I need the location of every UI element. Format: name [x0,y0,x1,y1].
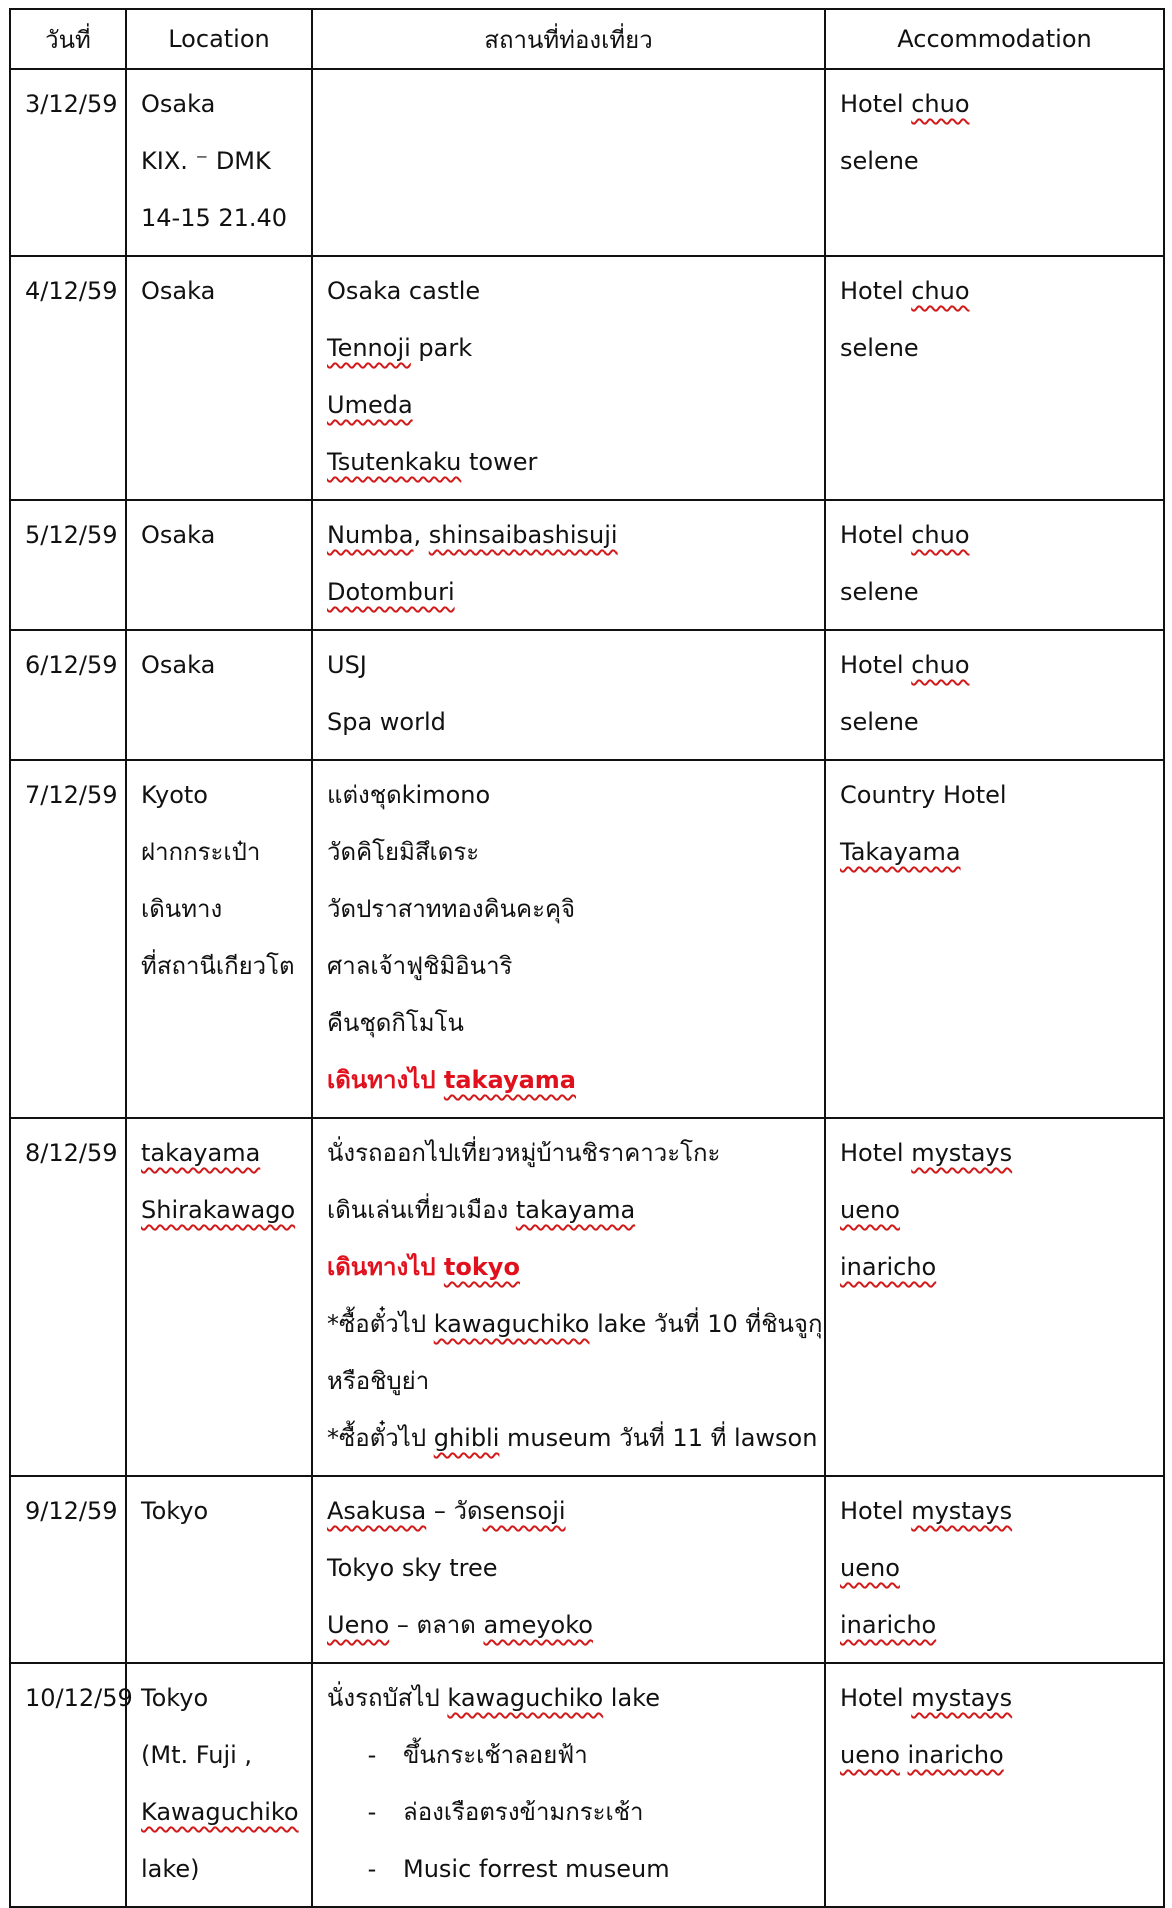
date-cell [10,760,126,1118]
place-line [327,637,824,694]
list-bullet: - [367,1741,377,1769]
table-row [10,630,1164,760]
date-text: 10/12/59 [25,1684,133,1712]
spellcheck-flagged-word: shinsaibashisuji [428,521,618,549]
text-span: หรือชิบูย่า [327,1367,430,1395]
spellcheck-flagged-word: Shirakawago [141,1196,296,1224]
accommodation-line [840,1597,1163,1654]
places-cell [312,1663,825,1907]
place-line [327,767,824,824]
place-line [327,1540,824,1597]
accommodation-cell [825,630,1164,760]
date-text: 3/12/59 [25,90,118,118]
text-span: Osaka [141,521,216,549]
spellcheck-flagged-word: takayama [515,1196,636,1224]
location-cell [126,69,312,256]
accommodation-line [840,1670,1163,1727]
text-span: Tokyo [141,1497,209,1525]
text-span: ฝากกระเป๋า [141,838,261,866]
spellcheck-flagged-word: Umeda [327,391,413,419]
places-cell [312,1476,825,1663]
place-line [327,1597,824,1654]
accommodation-line [840,133,1163,190]
place-line [327,507,824,564]
header-date: วันที่ [10,9,126,69]
text-span: Hotel [840,90,912,118]
place-line [327,263,824,320]
spellcheck-flagged-word: Ueno [327,1611,390,1639]
location-line [141,76,311,133]
accommodation-line [840,1125,1163,1182]
text-span: Osaka [141,90,216,118]
accommodation-cell [825,69,1164,256]
text-span: วัดปราสาททองคินคะคุจิ [327,895,576,923]
location-line [141,1727,311,1784]
location-cell [126,630,312,760]
place-line [327,1841,824,1898]
date-cell [10,1118,126,1476]
date-text: 8/12/59 [25,1139,118,1167]
text-span: ที่สถานีเกียวโต [141,952,295,980]
header-places: สถานที่ท่องเที่ยว [312,9,825,69]
text-span: Hotel [840,651,912,679]
date-cell [10,500,126,630]
accommodation-line [840,1540,1163,1597]
places-cell [312,256,825,500]
text-span: park [410,334,473,362]
text-span: ล่องเรือตรงข้ามกระเช้า [403,1798,644,1826]
text-span: วัดคิโยมิสึเดระ [327,838,480,866]
places-cell [312,69,825,256]
spellcheck-flagged-word: ghibli [433,1424,500,1452]
location-cell [126,256,312,500]
accommodation-cell [825,1118,1164,1476]
text-span: Osaka [141,277,216,305]
itinerary-rows [10,69,1164,1907]
text-span: 14-15 21.40 [141,204,288,232]
location-line [141,1841,311,1898]
text-span: tower [461,448,538,476]
header-location: Location [126,9,312,69]
text-span: (Mt. Fuji , [141,1741,253,1769]
text-span: เดินทางไป [327,1253,444,1281]
location-line [141,1182,311,1239]
place-line [327,1052,824,1109]
text-span: selene [840,334,919,362]
spellcheck-flagged-word: ueno [840,1196,900,1224]
place-line [327,320,824,377]
location-line [141,881,311,938]
table-row [10,69,1164,256]
place-line [327,1670,824,1727]
text-span: – วัด [426,1497,483,1525]
place-line [327,1410,824,1467]
table-row [10,1118,1164,1476]
spellcheck-flagged-word: Tsutenkaku [327,448,462,476]
place-line [327,824,824,881]
text-span: Tokyo [141,1684,209,1712]
location-cell [126,1476,312,1663]
text-span: *ซื้อตั๋วไป [327,1310,434,1338]
location-line [141,133,311,190]
itinerary-table [9,8,1165,1908]
text-span: เดินทางไป [327,1066,444,1094]
spellcheck-flagged-word: ameyoko [483,1611,593,1639]
text-span: lake [603,1684,660,1712]
text-span: Hotel [840,277,912,305]
text-span: คืนชุดกิโมโน [327,1009,464,1037]
date-text: 7/12/59 [25,781,118,809]
place-line [327,564,824,621]
spellcheck-flagged-word: Tennoji [327,334,411,362]
spellcheck-flagged-word: Asakusa [327,1497,427,1525]
spellcheck-flagged-word: tokyo [443,1253,520,1281]
text-span: เดินทาง [141,895,223,923]
places-cell [312,500,825,630]
place-line [327,377,824,434]
spellcheck-flagged-word: inaricho [840,1253,937,1281]
text-span: lake) [141,1855,200,1883]
accommodation-line [840,564,1163,621]
accommodation-cell [825,1663,1164,1907]
spellcheck-flagged-word: takayama [443,1066,577,1094]
table-row [10,500,1164,630]
spellcheck-flagged-word: kawaguchiko [433,1310,590,1338]
accommodation-cell [825,500,1164,630]
places-cell [312,1118,825,1476]
location-line [141,938,311,995]
text-span [900,1741,908,1769]
text-span: Osaka castle [327,277,481,305]
spellcheck-flagged-word: Dotomburi [327,578,455,606]
location-line [141,1670,311,1727]
accommodation-cell [825,256,1164,500]
accommodation-line [840,1727,1163,1784]
accommodation-line [840,76,1163,133]
places-cell [312,760,825,1118]
spellcheck-flagged-word: mystays [911,1684,1013,1712]
date-cell [10,256,126,500]
location-line [141,507,311,564]
accommodation-line [840,1182,1163,1239]
accommodation-line [840,507,1163,564]
date-text: 5/12/59 [25,521,118,549]
table-row [10,256,1164,500]
spellcheck-flagged-word: mystays [911,1139,1013,1167]
text-span: Hotel [840,1684,912,1712]
location-cell [126,1663,312,1907]
text-span: Kyoto [141,781,208,809]
text-span: Country Hotel [840,781,1007,809]
location-line [141,1125,311,1182]
spellcheck-flagged-word: Kawaguchiko [141,1798,299,1826]
location-line [141,1784,311,1841]
accommodation-line [840,320,1163,377]
date-text: 4/12/59 [25,277,118,305]
location-line [141,263,311,320]
location-line [141,637,311,694]
text-span: , [413,521,429,549]
spellcheck-flagged-word: chuo [911,651,970,679]
text-span: Osaka [141,651,216,679]
spellcheck-flagged-word: sensoji [482,1497,566,1525]
text-span: selene [840,147,919,175]
place-line [327,1239,824,1296]
date-text: 9/12/59 [25,1497,118,1525]
spellcheck-flagged-word: inaricho [907,1741,1004,1769]
spellcheck-flagged-word: chuo [911,521,970,549]
spellcheck-flagged-word: chuo [911,90,970,118]
date-text: 6/12/59 [25,651,118,679]
text-span: *ซื้อตั๋วไป [327,1424,434,1452]
accommodation-line [840,824,1163,881]
spellcheck-flagged-word: ueno [840,1741,900,1769]
text-span: Hotel [840,1497,912,1525]
text-span: นั่งรถออกไปเที่ยวหมู่บ้านชิราคาวะโกะ [327,1139,721,1167]
spellcheck-flagged-word: inaricho [840,1611,937,1639]
accommodation-line [840,637,1163,694]
date-cell [10,69,126,256]
place-line [327,694,824,751]
spellcheck-flagged-word: chuo [911,277,970,305]
spellcheck-flagged-word: ueno [840,1554,900,1582]
accommodation-line [840,1239,1163,1296]
text-span: museum วันที่ 11 ที่ lawson [499,1424,818,1452]
list-bullet: - [367,1855,377,1883]
header-accommodation: Accommodation [825,9,1164,69]
table-row [10,760,1164,1118]
text-span: Music forrest museum [403,1855,670,1883]
accommodation-cell [825,760,1164,1118]
accommodation-line [840,1483,1163,1540]
text-span: Tokyo sky tree [327,1554,498,1582]
date-cell [10,630,126,760]
location-line [141,767,311,824]
text-span: lake วันที่ 10 ที่ชินจูกุ [589,1310,823,1338]
text-span: ขึ้นกระเช้าลอยฟ้า [403,1741,588,1769]
table-row [10,1663,1164,1907]
accommodation-line [840,263,1163,320]
location-line [141,1483,311,1540]
accommodation-cell [825,1476,1164,1663]
accommodation-line [840,767,1163,824]
table-row [10,1476,1164,1663]
text-span: USJ [327,651,367,679]
place-line [327,1125,824,1182]
place-line [327,995,824,1052]
text-span: ศาลเจ้าฟูชิมิอินาริ [327,952,513,980]
location-line [141,190,311,247]
place-line [327,1784,824,1841]
place-line [327,1727,824,1784]
text-span: Hotel [840,521,912,549]
accommodation-line [840,694,1163,751]
location-cell [126,760,312,1118]
text-span: – ตลาด [389,1611,484,1639]
place-line [327,1296,824,1353]
text-span: KIX. ⁻ DMK [141,147,271,175]
spellcheck-flagged-word: takayama [141,1139,261,1167]
text-span: Spa world [327,708,446,736]
text-span: selene [840,578,919,606]
text-span: แต่งชุดkimono [327,781,491,809]
spellcheck-flagged-word: kawaguchiko [447,1684,604,1712]
text-span: เดินเล่นเที่ยวเมือง [327,1196,516,1224]
spellcheck-flagged-word: Numba [327,521,414,549]
places-cell [312,630,825,760]
date-cell [10,1476,126,1663]
location-cell [126,1118,312,1476]
place-line [327,881,824,938]
place-line [327,434,824,491]
location-cell [126,500,312,630]
list-bullet: - [367,1798,377,1826]
spellcheck-flagged-word: Takayama [840,838,961,866]
date-cell [10,1663,133,1907]
place-line [327,1483,824,1540]
location-line [141,824,311,881]
spellcheck-flagged-word: mystays [911,1497,1013,1525]
text-span: Hotel [840,1139,912,1167]
header-row [10,9,1164,69]
place-line [327,1182,824,1239]
place-line [327,938,824,995]
text-span: นั่งรถบัสไป [327,1684,448,1712]
place-line [327,1353,824,1410]
text-span: selene [840,708,919,736]
